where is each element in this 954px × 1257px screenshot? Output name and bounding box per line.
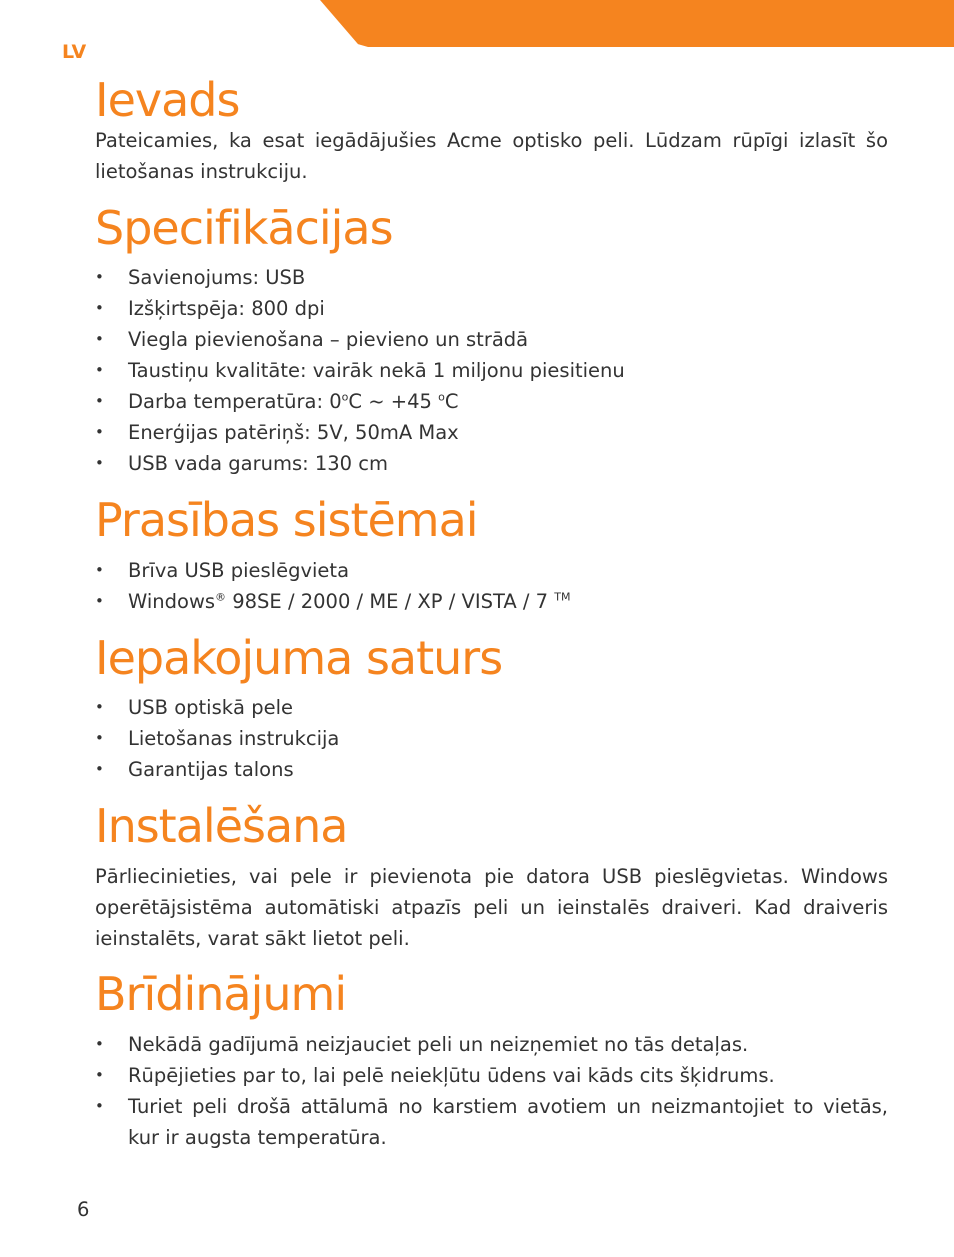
list-item: • Brīva USB pieslēgvieta [95,555,888,586]
list-item-temperature [95,386,888,417]
intro-text: Pateicamies, ka esat iegādājušies Acme optisko peli. Lūdzam rūpīgi izlasīt šo lietošanas instrukciju. [95,129,888,183]
language-label: LV [62,41,87,63]
list-item: • Taustiņu kvalitāte: vairāk nekā 1 miljonu piesitienu [95,355,888,386]
section-title-requirements: Prasības sistēmai [95,493,478,547]
requirements-list [95,555,888,617]
list-item: • USB optiskā pele [95,692,888,723]
section-title-package: Iepakojuma saturs [95,631,503,685]
package-list [95,692,888,785]
degree-mark: o [438,390,445,404]
list-item: • Enerģijas patēriņš: 5V, 50mA Max [95,417,888,448]
warnings-list [95,1029,888,1153]
header-accent-tab [320,0,954,47]
list-item: • USB vada garums: 130 cm [95,448,888,479]
degree-mark: o [341,390,349,404]
list-item: • Lietošanas instrukcija [95,723,888,754]
page-number: 6 [77,1198,90,1221]
list-item-windows [95,586,888,617]
windows-versions: 98SE / 2000 / ME / XP / VISTA / 7 [226,590,555,613]
specs-list [95,262,888,479]
list-item: • Izšķirtspēja: 800 dpi [95,293,888,324]
trademark-mark: TM [554,590,571,604]
temp-suffix: C [444,390,459,413]
section-title-install: Instalēšana [95,799,348,853]
temp-middle: C ~ +45 [348,390,439,413]
section-title-intro: Ievads [95,73,240,127]
list-item: • Turiet peli drošā attālumā no karstiem avotiem un neizmantojiet to vietās, kur ir augsta temperatūra. [95,1091,888,1153]
list-item: • Savienojums: USB [95,262,888,293]
windows-prefix: Windows [128,590,216,613]
list-item: • Garantijas talons [95,754,888,785]
section-title-specs: Specifikācijas [95,201,393,255]
registered-mark: ® [215,590,227,604]
section-title-warnings: Brīdinājumi [95,967,347,1021]
list-item: • Nekādā gadījumā neizjauciet peli un neizņemiet no tās detaļas. [95,1029,888,1060]
temp-prefix: Darba temperatūra: 0 [128,390,342,413]
list-item: • Rūpējieties par to, lai pelē neiekļūtu ūdens vai kāds cits šķidrums. [95,1060,888,1091]
list-item: • Viegla pievienošana – pievieno un strādā [95,324,888,355]
install-text: Pārliecinieties, vai pele ir pievienota pie datora USB pieslēgvietas. Windows operētājsistēma automātiski atpazīs peli un ieinstalēs draiveri. Kad draiveris ieinstalēts, varat sākt lietot peli. [95,865,888,950]
